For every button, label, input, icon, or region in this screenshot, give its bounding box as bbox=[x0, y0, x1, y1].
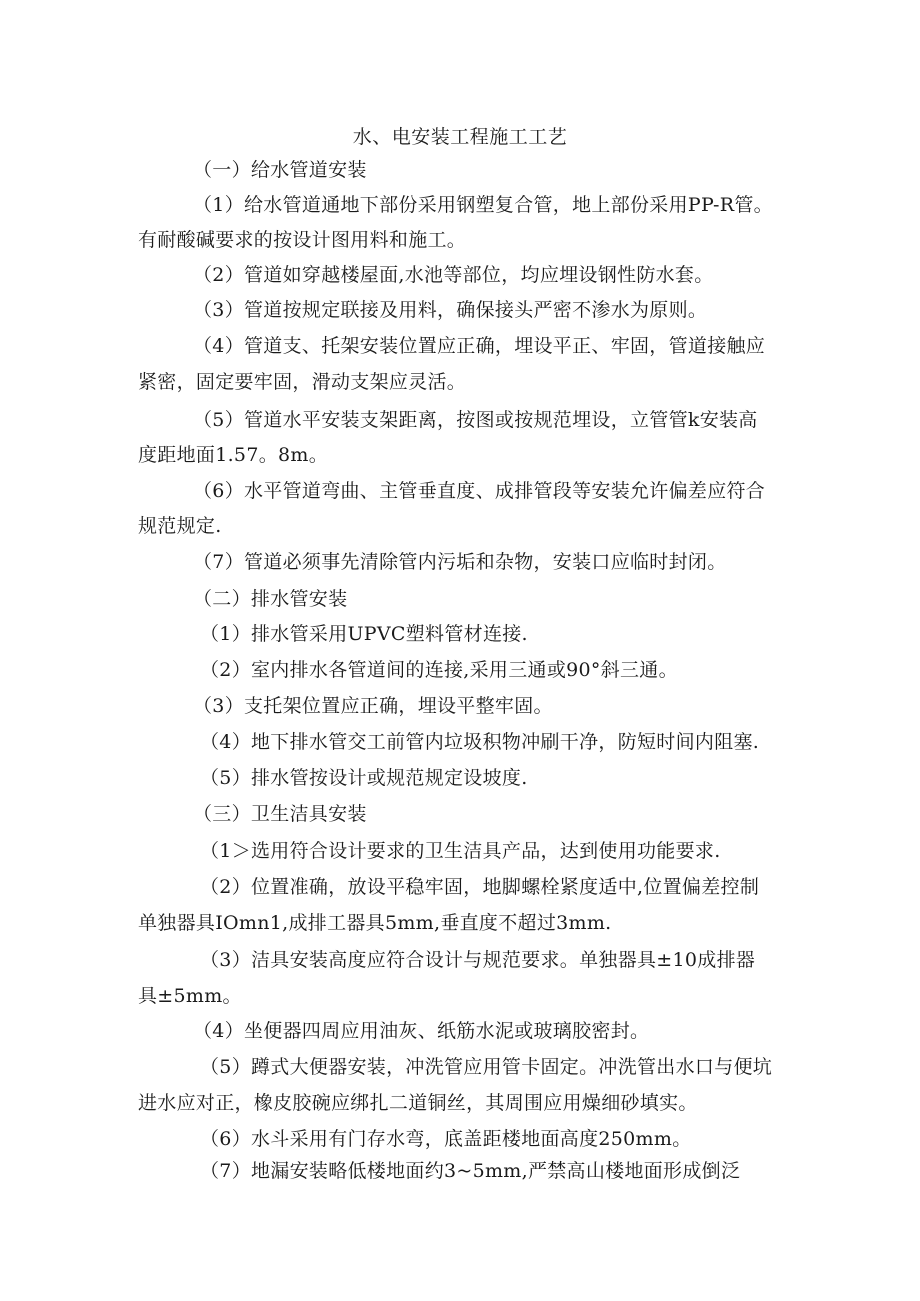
paragraph-3-4: （4）坐便器四周应用油灰、纸筋水泥或玻璃胶密封。 bbox=[193, 1020, 650, 1042]
paragraph-1-7: （7）管道必须事先清除管内污垢和杂物，安装口应临时封闭。 bbox=[193, 551, 727, 573]
section-heading-3: （三）卫生洁具安装 bbox=[193, 803, 367, 825]
paragraph-3-3-line-1: （3）洁具安装高度应符合设计与规范要求。单独器具±10成排器 bbox=[200, 949, 756, 971]
paragraph-2-4: （4）地下排水管交工前管内垃圾积物冲刷干净，防短时间内阻塞. bbox=[200, 731, 760, 753]
paragraph-1-4-line-1: （4）管道支、托架安装位置应正确，埋设平正、牢固，管道接触应 bbox=[193, 335, 766, 357]
paragraph-3-7: （7）地漏安装略低楼地面约3~5mm,严禁高山楼地面形成倒泛 bbox=[200, 1160, 741, 1182]
paragraph-3-5-line-2: 进水应对正，橡皮胶碗应绑扎二道铜丝，其周围应用燥细砂填实。 bbox=[138, 1092, 698, 1114]
paragraph-3-3-line-2: 具±5mm。 bbox=[138, 985, 242, 1007]
paragraph-1-4-line-2: 紧密，固定要牢固，滑动支架应灵活。 bbox=[138, 371, 467, 393]
paragraph-2-5: （5）排水管按设计或规范规定设坡度. bbox=[200, 767, 528, 789]
section-heading-2: （二）排水管安装 bbox=[193, 588, 348, 610]
paragraph-1-2: （2）管道如穿越楼屋面,水池等部位，均应埋设钢性防水套。 bbox=[193, 264, 714, 286]
paragraph-1-3: （3）管道按规定联接及用料，确保接头严密不渗水为原则。 bbox=[193, 299, 708, 321]
paragraph-2-2: （2）室内排水各管道间的连接,采用三通或90°斜三通。 bbox=[200, 659, 678, 681]
paragraph-1-1-line-2: 有耐酸碱要求的按设计图用料和施工。 bbox=[138, 229, 467, 251]
paragraph-3-6: （6）水斗采用有门存水弯，底盖距楼地面高度250mm。 bbox=[200, 1128, 692, 1150]
paragraph-3-1: （1＞选用符合设计要求的卫生洁具产品，达到使用功能要求. bbox=[200, 840, 721, 862]
paragraph-1-5-line-1: （5）管道水平安装支架距离，按图或按规范埋设，立管管k安装高 bbox=[193, 409, 758, 431]
paragraph-3-2-line-2: 单独器具IOmn1,成排工器具5mm,垂直度不超过3mm. bbox=[138, 912, 612, 934]
paragraph-1-5-line-2: 度距地面1.57。8m。 bbox=[138, 444, 329, 466]
paragraph-1-6-line-1: （6）水平管道弯曲、主管垂直度、成排管段等安装允许偏差应符合 bbox=[193, 480, 766, 502]
paragraph-3-2-line-1: （2）位置准确，放设平稳牢固，地脚螺栓紧度适中,位置偏差控制 bbox=[200, 876, 760, 898]
paragraph-1-1-line-1: （1）给水管道通地下部份采用钢塑复合管，地上部份采用PP-R管。 bbox=[193, 194, 773, 216]
paragraph-2-1: （1）排水管采用UPVC塑料管材连接. bbox=[200, 623, 528, 645]
section-heading-1: （一）给水管道安装 bbox=[193, 159, 367, 181]
paragraph-3-5-line-1: （5）蹲式大便器安装，冲洗管应用管卡固定。冲洗管出水口与便坑 bbox=[200, 1056, 773, 1078]
document-title: 水、电安装工程施工工艺 bbox=[352, 126, 568, 148]
paragraph-2-3: （3）支托架位置应正确，埋设平整牢固。 bbox=[193, 695, 553, 717]
paragraph-1-6-line-2: 规范规定. bbox=[138, 515, 222, 537]
